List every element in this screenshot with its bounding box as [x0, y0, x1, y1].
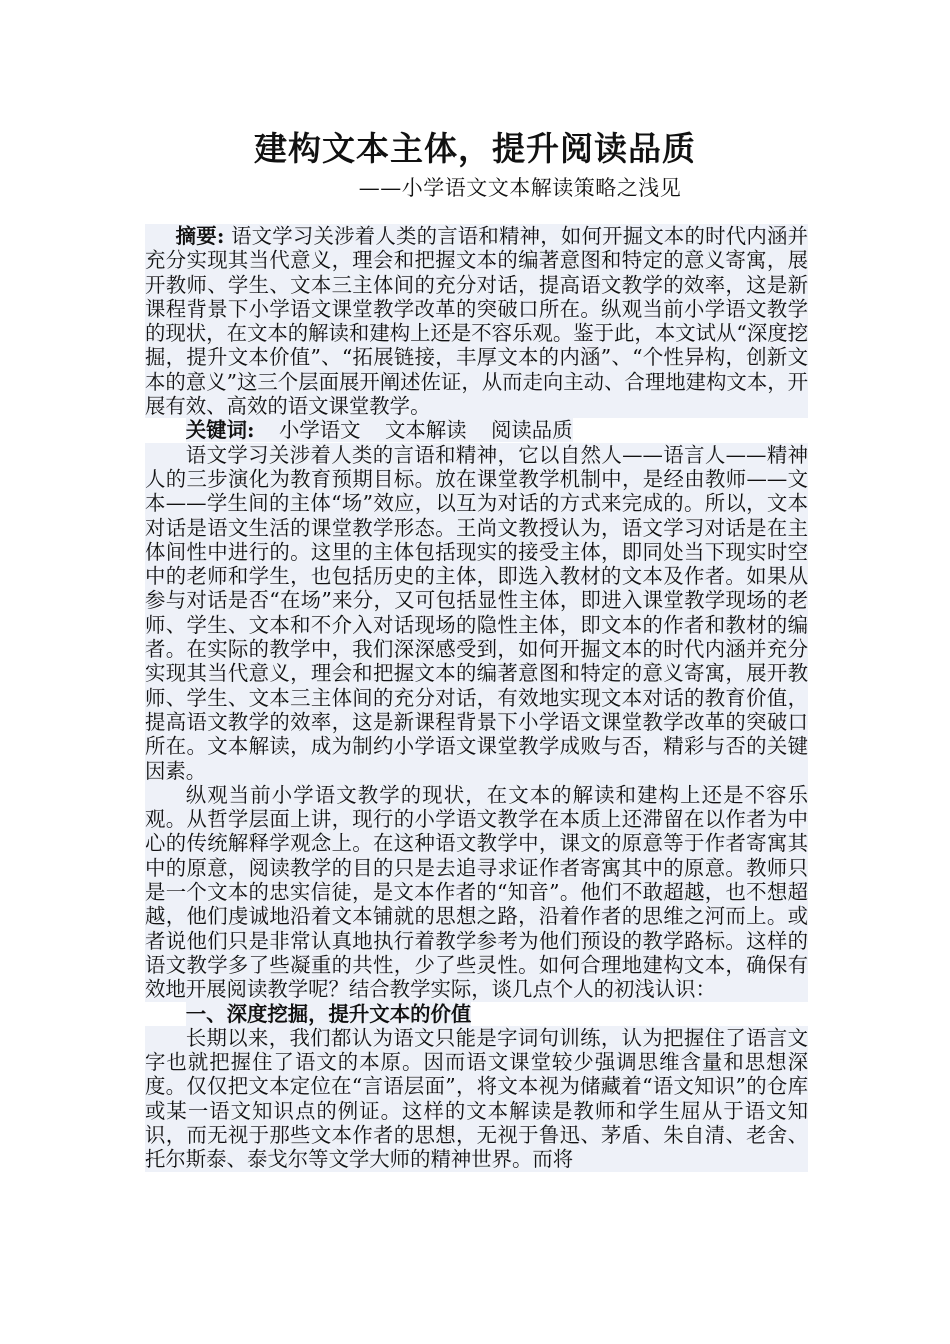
document-title: 建构文本主体，提升阅读品质: [254, 129, 696, 168]
keyword-item: 阅读品质: [491, 418, 573, 443]
keywords-label: 关键词:: [185, 418, 255, 443]
abstract-text: 语文学习关涉着人类的言语和精神，如何开掘文本的时代内涵并充分实现其当代意义，理会和把握文本的编著意图和特定的意义寄寓，展开教师、学生、文本三主体间的充分对话，提高语文教学的效率，这是新课程背景下小学语文课堂教学改革的突破口所在。纵观当前小学语文教学的现状，在文本的解读和建构上还是不容乐观。鉴于此，本文试从“深度挖掘，提升文本价值”、“拓展链接，丰厚文本的内涵”、“个性异构，创新文本的意义”这三个层面展开阐述佐证，从而走向主动、合理地建构文本，开展有效、高效的语文课堂教学。: [145, 224, 809, 419]
section-heading: 一、深度挖掘，提升文本的价值: [185, 1001, 472, 1026]
abstract-label: 摘要:: [175, 224, 225, 248]
keywords-line: [145, 418, 808, 442]
body-paragraph: 语文学习关涉着人类的言语和精神，它以自然人——语言人——精神人的三步演化为教育预期目标。放在课堂教学机制中，是经由教师——文本——学生间的主体“场”效应，以互为对话的方式来完成的。所以，文本对话是语文生活的课堂教学形态。王尚文教授认为，语文学习对话是在主体间性中进行的。这里的主体包括现实的接受主体，即同处当下现实时空中的老师和学生，也包括历史的主体，即选入教材的文本及作者。如果从参与对话是否“在场”来分，又可包括显性主体，即进入课堂教学现场的老师、学生、文本和不介入对话现场的隐性主体，即文本的作者和教材的编者。在实际的教学中，我们深深感受到，如何开掘文本的时代内涵并充分实现其当代意义，理会和把握文本的编著意图和特定的意义寄寓，展开教师、学生、文本三主体间的充分对话，有效地实现文本对话的教育价值，提高语文教学的效率，这是新课程背景下小学语文课堂教学改革的突破口所在。文本解读，成为制约小学语文课堂教学成败与否，精彩与否的关键因素。: [145, 442, 808, 783]
keyword-item: 小学语文: [278, 418, 361, 443]
document-subtitle: ——小学语文文本解读策略之浅见: [358, 176, 682, 200]
document-body: [145, 224, 808, 1172]
section-paragraph: 长期以来，我们都认为语文只能是字词句训练，认为把握住了语言文字也就把握住了语文的本原。因而语文课堂较少强调思维含量和思想深度。仅仅把文本定位在“言语层面”，将文本视为储藏着“语文知识”的仓库或某一语文知识点的例证。这样的文本解读是教师和学生屈从于语文知识，而无视于那些文本作者的思想，无视于鲁迅、茅盾、朱自清、老舍、托尔斯泰、泰戈尔等文学大师的精神世界。而将: [145, 1025, 808, 1172]
keyword-item: 文本解读: [385, 418, 467, 443]
abstract-paragraph: [145, 224, 808, 418]
body-paragraph: 纵观当前小学语文教学的现状，在文本的解读和建构上还是不容乐观。从哲学层面上讲，现行的小学语文教学在本质上还滞留在以作者为中心的传统解释学观念上。在这种语文教学中，课文的原意等于作者寄寓其中的原意，阅读教学的目的只是去追寻求证作者寄寓其中的原意。教师只是一个文本的忠实信徒，是文本作者的“知音”。他们不敢超越，也不想超越，他们虔诚地沿着文本铺就的思想之路，沿着作者的思维之河而上。或者说他们只是非常认真地执行着教学参考为他们预设的教学路标。这样的语文教学多了些凝重的共性，少了些灵性。如何合理地建构文本，确保有效地开展阅读教学呢？结合教学实际，谈几点个人的初浅认识：: [145, 782, 808, 1002]
